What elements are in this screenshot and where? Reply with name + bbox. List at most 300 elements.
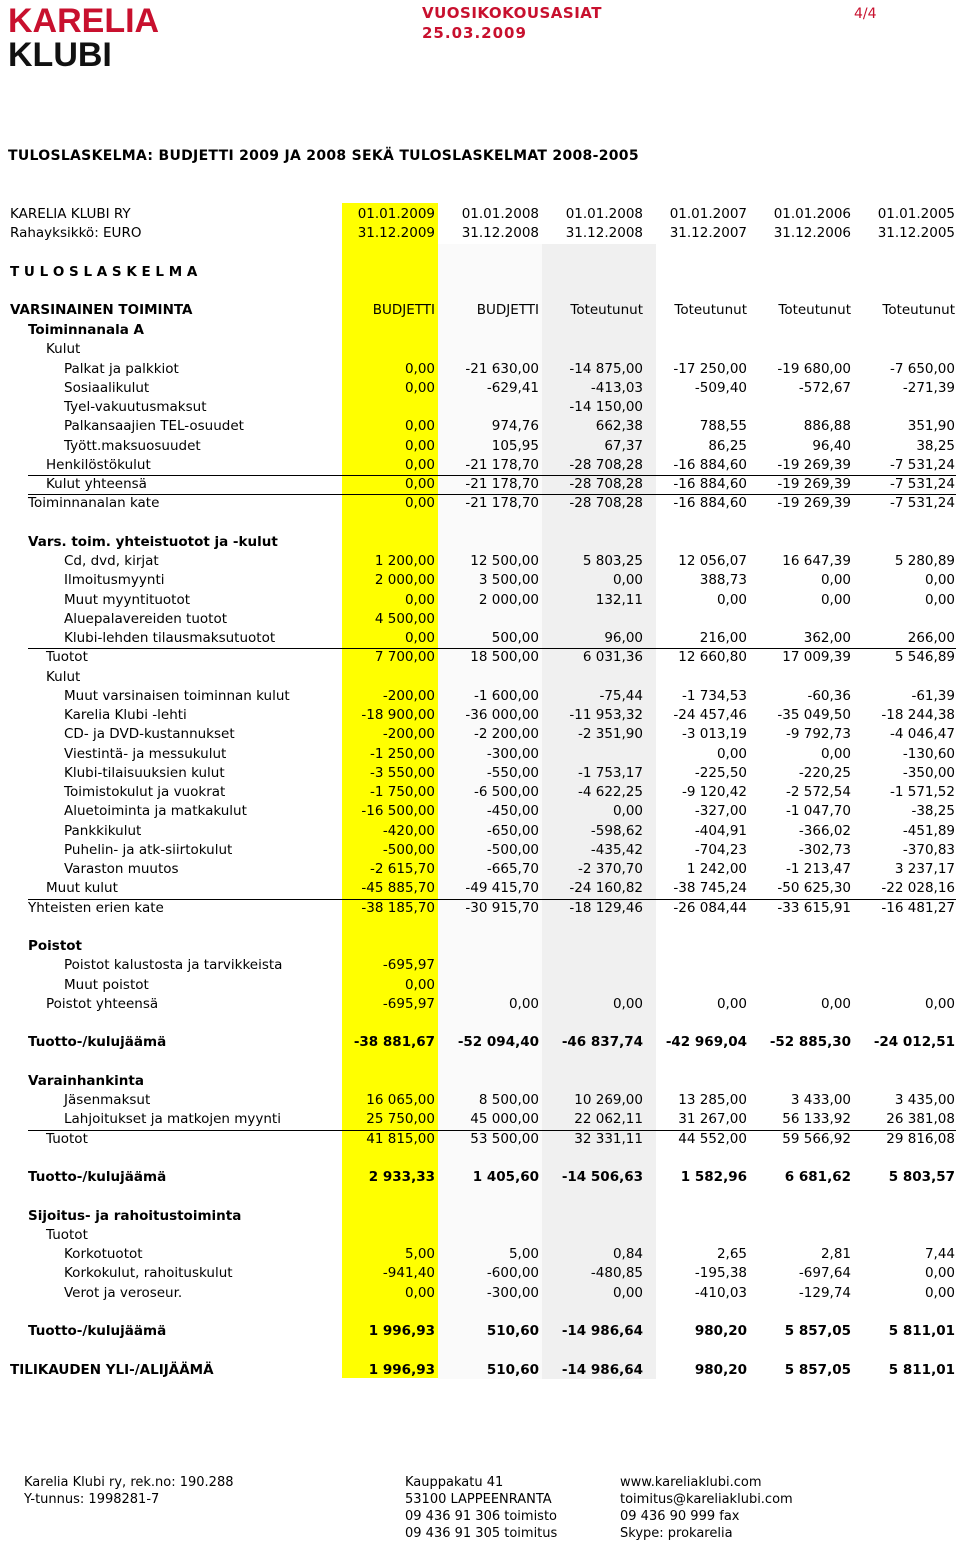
cell-value: 44 552,00	[678, 1131, 747, 1147]
cell-value: -52 885,30	[769, 1034, 851, 1050]
cell-value: 0,00	[716, 746, 747, 762]
cell-value: -598,62	[590, 823, 643, 839]
cell-value: -435,42	[590, 842, 643, 858]
row-label: Palkansaajien TEL-osuudet	[64, 418, 244, 434]
period-start: 01.01.2006	[773, 206, 851, 222]
cell-value: 13 285,00	[678, 1092, 747, 1108]
cell-value: -16 884,60	[673, 495, 747, 511]
cell-value: -36 000,00	[465, 707, 539, 723]
cell-value: -11 953,32	[569, 707, 643, 723]
table-row	[0, 1264, 960, 1283]
cell-value: 7 700,00	[374, 649, 435, 665]
cell-value: -650,00	[486, 823, 539, 839]
cell-value: 0,00	[404, 476, 435, 492]
column-type: BUDJETTI	[476, 302, 539, 318]
table-row	[0, 668, 960, 687]
cell-value: 3 433,00	[790, 1092, 851, 1108]
cell-value: -14 986,64	[561, 1362, 643, 1378]
row-label: Muut kulut	[46, 880, 118, 896]
table-row	[0, 1130, 960, 1149]
cell-value: 362,00	[803, 630, 851, 646]
cell-value: 266,00	[907, 630, 955, 646]
table-row	[0, 629, 960, 648]
cell-value: 0,84	[612, 1246, 643, 1262]
cell-value: -1 213,47	[786, 861, 851, 877]
cell-value: -19 680,00	[777, 361, 851, 377]
cell-value: -16 884,60	[673, 476, 747, 492]
cell-value: 886,88	[803, 418, 851, 434]
table-row	[0, 956, 960, 975]
svg-text:KLUBI: KLUBI	[8, 36, 112, 72]
table-row	[0, 437, 960, 456]
cell-value: -420,00	[382, 823, 435, 839]
cell-value: -19 269,39	[777, 457, 851, 473]
cell-value: 45 000,00	[470, 1111, 539, 1127]
column-type: Toteutunut	[778, 302, 851, 318]
cell-value: -200,00	[382, 688, 435, 704]
cell-value: -28 708,28	[569, 457, 643, 473]
cell-value: -7 531,24	[890, 457, 955, 473]
table-row	[0, 1110, 960, 1129]
cell-value: -4 622,25	[578, 784, 643, 800]
cell-value: -22 028,16	[881, 880, 955, 896]
cell-value: 96,40	[812, 438, 851, 454]
cell-value: 0,00	[404, 380, 435, 396]
cell-value: 56 133,92	[782, 1111, 851, 1127]
cell-value: -16 884,60	[673, 457, 747, 473]
footer-line: Skype: prokarelia	[620, 1526, 733, 1541]
cell-value: -500,00	[486, 842, 539, 858]
cell-value: 0,00	[924, 996, 955, 1012]
cell-value: -17 250,00	[673, 361, 747, 377]
table-row	[0, 1014, 960, 1033]
cell-value: -941,40	[382, 1265, 435, 1281]
cell-value: 16 065,00	[366, 1092, 435, 1108]
cell-value: 0,00	[404, 361, 435, 377]
cell-value: 0,00	[404, 592, 435, 608]
table-row	[0, 1303, 960, 1322]
row-label: Tuotot	[46, 649, 88, 665]
cell-value: 351,90	[907, 418, 955, 434]
table-row	[0, 1053, 960, 1072]
cell-value: -38 881,67	[353, 1034, 435, 1050]
cell-value: 0,00	[820, 746, 851, 762]
cell-value: -18 244,38	[881, 707, 955, 723]
row-label: Toiminnanalan kate	[28, 495, 160, 511]
cell-value: -18 129,46	[569, 900, 643, 916]
cell-value: 96,00	[604, 630, 643, 646]
period-end: 31.12.2008	[461, 225, 539, 241]
document-title: TULOSLASKELMA: BUDJETTI 2009 JA 2008 SEKÄ TULOSLASKELMAT 2008-2005	[8, 148, 639, 164]
cell-value: 216,00	[699, 630, 747, 646]
cell-value: 0,00	[404, 457, 435, 473]
cell-value: -697,64	[798, 1265, 851, 1281]
table-row	[0, 571, 960, 590]
cell-value: 0,00	[924, 592, 955, 608]
cell-value: 0,00	[404, 438, 435, 454]
table-row	[0, 783, 960, 802]
cell-value: -50 625,30	[777, 880, 851, 896]
cell-value: 8 500,00	[478, 1092, 539, 1108]
table-row	[0, 822, 960, 841]
cell-value: 0,00	[924, 1265, 955, 1281]
cell-value: 1 582,96	[680, 1169, 747, 1185]
cell-value: -16 500,00	[361, 803, 435, 819]
varsinainen-toiminta: VARSINAINEN TOIMINTA	[10, 302, 193, 318]
table-row	[0, 533, 960, 552]
cell-value: 5 811,01	[888, 1323, 955, 1339]
footer-address	[405, 1474, 557, 1542]
row-label: Poistot kalustosta ja tarvikkeista	[64, 957, 283, 973]
cell-value: -52 094,40	[457, 1034, 539, 1050]
footer-line: Y-tunnus: 1998281-7	[24, 1492, 160, 1507]
row-label: Palkat ja palkkiot	[64, 361, 179, 377]
period-end: 31.12.2005	[877, 225, 955, 241]
row-label: CD- ja DVD-kustannukset	[64, 726, 235, 742]
row-label: Muut varsinaisen toiminnan kulut	[64, 688, 290, 704]
cell-value: 0,00	[820, 592, 851, 608]
cell-value: -130,60	[902, 746, 955, 762]
period-start: 01.01.2009	[357, 206, 435, 222]
row-label: Klubi-lehden tilausmaksutuotot	[64, 630, 276, 646]
period-start: 01.01.2008	[565, 206, 643, 222]
cell-value: -38 185,70	[361, 900, 435, 916]
row-label: Muut myyntituotot	[64, 592, 191, 608]
table-row	[0, 494, 960, 513]
org-name: KARELIA KLUBI RY	[10, 206, 131, 222]
cell-value: -21 178,70	[465, 476, 539, 492]
cell-value: 388,73	[699, 572, 747, 588]
cell-value: -61,39	[911, 688, 955, 704]
cell-value: 6 031,36	[582, 649, 643, 665]
table-row	[0, 937, 960, 956]
period-end: 31.12.2008	[565, 225, 643, 241]
cell-value: -9 792,73	[786, 726, 851, 742]
cell-value: -75,44	[599, 688, 643, 704]
cell-value: -300,00	[486, 1285, 539, 1301]
cell-value: -26 084,44	[673, 900, 747, 916]
header-date: 25.03.2009	[422, 24, 527, 42]
cell-value: -4 046,47	[890, 726, 955, 742]
table-row	[0, 1091, 960, 1110]
cell-value: 0,00	[924, 572, 955, 588]
footer-line: www.kareliaklubi.com	[620, 1475, 762, 1490]
table-row	[0, 398, 960, 417]
cell-value: 5 857,05	[784, 1362, 851, 1378]
row-label: Jäsenmaksut	[64, 1092, 151, 1108]
cell-value: 0,00	[612, 803, 643, 819]
cell-value: 105,95	[491, 438, 539, 454]
table-row	[0, 1187, 960, 1206]
cell-value: 12 500,00	[470, 553, 539, 569]
cell-value: -38,25	[911, 803, 955, 819]
cell-value: -451,89	[902, 823, 955, 839]
row-label: Tuotto-/kulujäämä	[28, 1034, 167, 1050]
cell-value: 0,00	[612, 572, 643, 588]
cell-value: 980,20	[694, 1362, 747, 1378]
cell-value: 662,38	[595, 418, 643, 434]
cell-value: 29 816,08	[886, 1131, 955, 1147]
table-row	[0, 879, 960, 898]
cell-value: -21 178,70	[465, 457, 539, 473]
cell-value: -695,97	[382, 996, 435, 1012]
footer-line: 53100 LAPPEENRANTA	[405, 1492, 552, 1507]
footer-line: 09 436 91 305 toimitus	[405, 1526, 558, 1541]
cell-value: 0,00	[820, 996, 851, 1012]
cell-value: 6 681,62	[784, 1169, 851, 1185]
row-label: Toiminnanala A	[28, 322, 144, 338]
period-start-row	[0, 205, 960, 224]
cell-value: -480,85	[590, 1265, 643, 1281]
cell-value: -500,00	[382, 842, 435, 858]
period-end: 31.12.2007	[669, 225, 747, 241]
row-label: Lahjoitukset ja matkojen myynti	[64, 1111, 281, 1127]
cell-value: 2 933,33	[368, 1169, 435, 1185]
cell-value: -413,03	[590, 380, 643, 396]
cell-value: -370,83	[902, 842, 955, 858]
table-row	[0, 1341, 960, 1360]
cell-value: -2 351,90	[578, 726, 643, 742]
cell-value: 1 405,60	[472, 1169, 539, 1185]
cell-value: -6 500,00	[474, 784, 539, 800]
cell-value: 16 647,39	[782, 553, 851, 569]
period-end: 31.12.2006	[773, 225, 851, 241]
table-row	[0, 610, 960, 629]
table-row	[0, 841, 960, 860]
cell-value: -7 531,24	[890, 495, 955, 511]
cell-value: 5 280,89	[894, 553, 955, 569]
cell-value: 0,00	[716, 996, 747, 1012]
period-start: 01.01.2005	[877, 206, 955, 222]
cell-value: -404,91	[694, 823, 747, 839]
cell-value: -509,40	[694, 380, 747, 396]
cell-value: -350,00	[902, 765, 955, 781]
cell-value: -1 734,53	[682, 688, 747, 704]
cell-value: -366,02	[798, 823, 851, 839]
cell-value: 1 242,00	[686, 861, 747, 877]
table-row	[0, 648, 960, 667]
row-label: Viestintä- ja messukulut	[64, 746, 227, 762]
cell-value: -24 012,51	[873, 1034, 955, 1050]
cell-value: -1 250,00	[370, 746, 435, 762]
table-row	[0, 899, 960, 918]
row-label: Sijoitus- ja rahoitustoiminta	[28, 1208, 242, 1224]
cell-value: 0,00	[612, 996, 643, 1012]
cell-value: 5 803,57	[888, 1169, 955, 1185]
cell-value: -14 150,00	[569, 399, 643, 415]
cell-value: -14 506,63	[561, 1169, 643, 1185]
table-row	[0, 745, 960, 764]
cell-value: 5,00	[404, 1246, 435, 1262]
cell-value: 1 996,93	[368, 1362, 435, 1378]
cell-value: -2 200,00	[474, 726, 539, 742]
karelia-klubi-logo	[8, 2, 178, 72]
cell-value: -38 745,24	[673, 880, 747, 896]
table-row	[0, 514, 960, 533]
cell-value: -9 120,42	[682, 784, 747, 800]
cell-value: 0,00	[404, 1285, 435, 1301]
cell-value: 5 811,01	[888, 1362, 955, 1378]
cell-value: -695,97	[382, 957, 435, 973]
cell-value: 0,00	[404, 977, 435, 993]
row-label: Tuotot	[46, 1131, 88, 1147]
cell-value: 41 815,00	[366, 1131, 435, 1147]
cell-value: 3 500,00	[478, 572, 539, 588]
footer-line: 09 436 91 306 toimisto	[405, 1509, 558, 1524]
table-row	[0, 725, 960, 744]
row-label: Aluetoiminta ja matkakulut	[64, 803, 247, 819]
cell-value: 5,00	[508, 1246, 539, 1262]
table-row	[0, 1149, 960, 1168]
page-number: 4/4	[854, 6, 877, 22]
cell-value: -30 915,70	[465, 900, 539, 916]
cell-value: 25 750,00	[366, 1111, 435, 1127]
cell-value: 53 500,00	[470, 1131, 539, 1147]
table-row	[0, 552, 960, 571]
cell-value: 10 269,00	[574, 1092, 643, 1108]
cell-value: -195,38	[694, 1265, 747, 1281]
row-label: Sosiaalikulut	[64, 380, 150, 396]
cell-value: 132,11	[595, 592, 643, 608]
cell-value: -21 630,00	[465, 361, 539, 377]
row-label: Pankkikulut	[64, 823, 142, 839]
cell-value: 0,00	[404, 418, 435, 434]
cell-value: 18 500,00	[470, 649, 539, 665]
table-row	[0, 995, 960, 1014]
cell-value: -665,70	[486, 861, 539, 877]
cell-value: 32 331,11	[574, 1131, 643, 1147]
cell-value: 22 062,11	[574, 1111, 643, 1127]
header-title: VUOSIKOKOUSASIAT	[422, 4, 602, 22]
table-row	[0, 1207, 960, 1226]
table-row	[0, 1033, 960, 1052]
cell-value: 86,25	[708, 438, 747, 454]
period-end-row	[0, 224, 960, 243]
table-row	[0, 340, 960, 359]
table-row	[0, 860, 960, 879]
table-row	[0, 417, 960, 436]
cell-value: 12 056,07	[678, 553, 747, 569]
cell-value: -572,67	[798, 380, 851, 396]
column-type: Toteutunut	[674, 302, 747, 318]
table-row	[0, 764, 960, 783]
cell-value: 2,65	[716, 1246, 747, 1262]
cell-value: -14 875,00	[569, 361, 643, 377]
section-title: T U L O S L A S K E L M A	[10, 264, 198, 280]
table-row	[0, 706, 960, 725]
row-label: Poistot	[28, 938, 83, 954]
cell-value: -28 708,28	[569, 476, 643, 492]
column-type: Toteutunut	[570, 302, 643, 318]
table-row	[0, 1226, 960, 1245]
section-title-row	[0, 263, 960, 282]
row-label: Varaston muutos	[64, 861, 179, 877]
column-types-row	[0, 301, 960, 320]
cell-value: 3 237,17	[894, 861, 955, 877]
cell-value: -2 572,54	[786, 784, 851, 800]
row-label: Yhteisten erien kate	[28, 900, 164, 916]
table-row	[0, 360, 960, 379]
cell-value: -1 600,00	[474, 688, 539, 704]
row-label: Ilmoitusmyynti	[64, 572, 165, 588]
table-row	[0, 1322, 960, 1341]
table-row	[0, 1245, 960, 1264]
cell-value: 788,55	[699, 418, 747, 434]
cell-value: 0,00	[716, 592, 747, 608]
table-row	[0, 1284, 960, 1303]
cell-value: 510,60	[486, 1323, 539, 1339]
table-row	[0, 802, 960, 821]
cell-value: -14 986,64	[561, 1323, 643, 1339]
table-row	[0, 1072, 960, 1091]
footer-org	[24, 1474, 234, 1508]
cell-value: 0,00	[508, 996, 539, 1012]
cell-value: 38,25	[916, 438, 955, 454]
cell-value: 7,44	[924, 1246, 955, 1262]
cell-value: -33 615,91	[777, 900, 851, 916]
table-row	[0, 379, 960, 398]
cell-value: -450,00	[486, 803, 539, 819]
cell-value: -1 753,17	[578, 765, 643, 781]
row-label: Karelia Klubi -lehti	[64, 707, 187, 723]
column-type: Toteutunut	[882, 302, 955, 318]
row-label: Kulut	[46, 669, 81, 685]
row-label: Tyel-vakuutusmaksut	[64, 399, 207, 415]
cell-value: 3 435,00	[894, 1092, 955, 1108]
cell-value: -1 047,70	[786, 803, 851, 819]
cell-value: -327,00	[694, 803, 747, 819]
cell-value: 5 546,89	[894, 649, 955, 665]
cell-value: 59 566,92	[782, 1131, 851, 1147]
footer-line: Kauppakatu 41	[405, 1475, 504, 1490]
cell-value: -410,03	[694, 1285, 747, 1301]
cell-value: 2,81	[820, 1246, 851, 1262]
cell-value: -18 900,00	[361, 707, 435, 723]
cell-value: 2 000,00	[374, 572, 435, 588]
cell-value: -46 837,74	[561, 1034, 643, 1050]
cell-value: -271,39	[902, 380, 955, 396]
cell-value: 26 381,08	[886, 1111, 955, 1127]
cell-value: 974,76	[491, 418, 539, 434]
cell-value: -200,00	[382, 726, 435, 742]
table-row	[0, 918, 960, 937]
cell-value: -7 531,24	[890, 476, 955, 492]
row-label: Cd, dvd, kirjat	[64, 553, 159, 569]
table-row	[0, 976, 960, 995]
cell-value: -3 013,19	[682, 726, 747, 742]
cell-value: 0,00	[404, 630, 435, 646]
cell-value: -1 571,52	[890, 784, 955, 800]
cell-value: 1 996,93	[368, 1323, 435, 1339]
row-label: Korkokulut, rahoituskulut	[64, 1265, 233, 1281]
cell-value: -129,74	[798, 1285, 851, 1301]
cell-value: 5 803,25	[582, 553, 643, 569]
cell-value: 0,00	[404, 495, 435, 511]
row-label: Kulut yhteensä	[46, 476, 147, 492]
table-row	[0, 591, 960, 610]
cell-value: 500,00	[491, 630, 539, 646]
row-label: Vars. toim. yhteistuotot ja -kulut	[28, 534, 278, 550]
row-label: Verot ja veroseur.	[64, 1285, 183, 1301]
row-label: Aluepalavereiden tuotot	[64, 611, 227, 627]
cell-value: -35 049,50	[777, 707, 851, 723]
cell-value: -225,50	[694, 765, 747, 781]
cell-value: -600,00	[486, 1265, 539, 1281]
cell-value: -16 481,27	[881, 900, 955, 916]
cell-value: -302,73	[798, 842, 851, 858]
cell-value: -550,00	[486, 765, 539, 781]
row-label: Tuotto-/kulujäämä	[28, 1169, 167, 1185]
